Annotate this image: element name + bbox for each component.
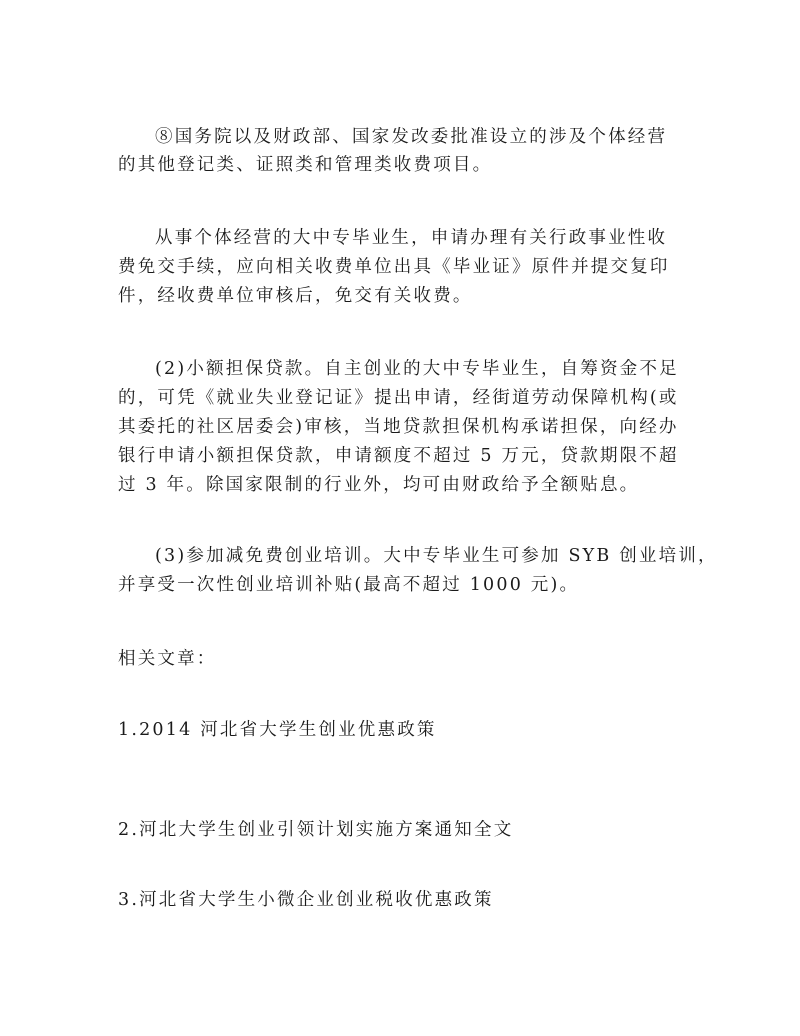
related-article-link[interactable]: 3.河北省大学生小微企业创业税收优惠政策 — [118, 890, 494, 910]
related-article-link[interactable]: 1.2014 河北省大学生创业优惠政策 — [118, 720, 437, 740]
paragraph-line: 的其他登记类、证照类和管理类收费项目。 — [118, 155, 493, 175]
paragraph-line: (3)参加减免费创业培训。大中专毕业生可参加 SYB 创业培训， — [155, 546, 718, 566]
related-articles-heading: 相关文章： — [118, 649, 217, 669]
paragraph-line: (2)小额担保贷款。自主创业的大中专毕业生，自筹资金不足 — [155, 359, 679, 379]
paragraph-line: 其委托的社区居委会)审核，当地贷款担保机构承诺担保，向经办 — [118, 417, 679, 437]
paragraph-line: 费免交手续，应向相关收费单位出具《毕业证》原件并提交复印 — [118, 257, 670, 277]
paragraph-line: 的，可凭《就业失业登记证》提出申请，经街道劳动保障机构(或 — [118, 388, 679, 408]
paragraph-line: 并享受一次性创业培训补贴(最高不超过 1000 元)。 — [118, 575, 580, 595]
paragraph-line: ⑧国务院以及财政部、国家发改委批准设立的涉及个体经营 — [155, 127, 668, 147]
paragraph-line: 件，经收费单位审核后，免交有关收费。 — [118, 286, 473, 306]
paragraph-line: 从事个体经营的大中专毕业生，申请办理有关行政事业性收 — [155, 228, 668, 248]
paragraph-line: 银行申请小额担保贷款，申请额度不超过 5 万元，贷款期限不超 — [118, 446, 679, 466]
related-article-link[interactable]: 2.河北大学生创业引领计划实施方案通知全文 — [118, 820, 514, 840]
paragraph-line: 过 3 年。除国家限制的行业外，均可由财政给予全额贴息。 — [118, 475, 640, 495]
